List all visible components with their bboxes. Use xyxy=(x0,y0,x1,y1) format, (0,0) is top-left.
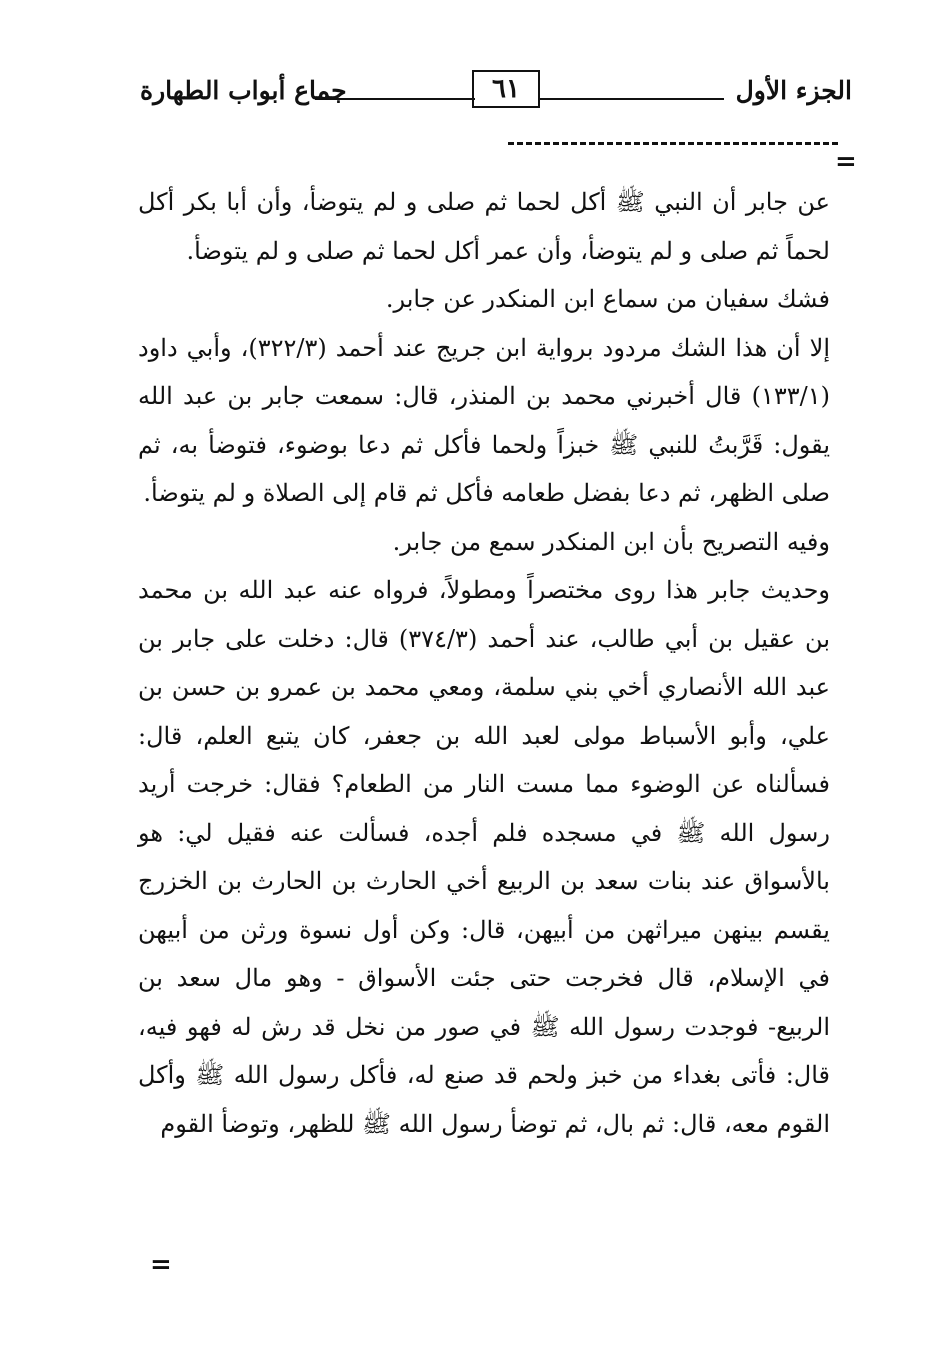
header-rule xyxy=(540,98,724,100)
dashed-divider xyxy=(508,142,838,145)
part-label: الجزء الأول xyxy=(735,76,852,105)
body-text xyxy=(138,178,830,1148)
running-header xyxy=(140,62,852,132)
paragraph: وحديث جابر هذا روى مختصراً ومطولاً، فرواه عنه عبد الله بن محمد بن عقيل بن أبي طالب، عند أحمد (٣٧٤/٣) قال: دخلت على جابر بن عبد الله الأنصاري أخي بني سلمة، ومعي محمد بن عمرو بن حسن بن علي، وأبو الأسباط مولى لعبد الله بن جعفر، كان يتبع العلم، قال: فسألناه عن الوضوء مما مست النار من الطعام؟ فقال: خرجت أريد رسول الله ﷺ في مسجده فلم أجده، فسألت عنه فقيل لي: هو بالأسواق عند بنات سعد بن الربيع أخي الحارث بن الحارث بن الخزرج يقسم بينهن ميراثهن من أبيهن، قال: وكن أول نسوة ورثن من أبيهن في الإسلام، قال فخرجت حتى جئت الأسواق - وهو مال سعد بن الربيع- فوجدت رسول الله ﷺ في صور من نخل قد رش له فهو فيه، قال: فأتى بغداء من خبز ولحم قد صنع له، فأكل رسول الله ﷺ وأكل القوم معه، قال: ثم بال، ثم توضأ رسول الله ﷺ للظهر، وتوضأ القوم xyxy=(138,576,831,1138)
continuation-mark-bottom: = xyxy=(150,1250,172,1280)
page-number: ٦١ xyxy=(472,70,540,108)
paragraph: عن جابر أن النبي ﷺ أكل لحما ثم صلى و لم يتوضأ، وأن أبا بكر أكل لحماً ثم صلى و لم يتوضأ، وأن عمر أكل لحما ثم صلى و لم يتوضأ. xyxy=(138,188,830,265)
continuation-mark-top: = xyxy=(835,147,857,177)
paragraph: فشك سفيان من سماع ابن المنكدر عن جابر. xyxy=(385,285,830,313)
section-title: جماع أبواب الطهارة xyxy=(140,76,347,105)
paragraph: وفيه التصريح بأن ابن المنكدر سمع من جابر. xyxy=(392,527,830,556)
paragraph: إلا أن هذا الشك مردود برواية ابن جريج عند أحمد (٣٢٢/٣)، وأبي داود (١٣٣/١) قال أخبرني محمد بن المنذر، قال: سمعت جابر بن عبد الله يقول: قَرَّبتُ للنبي ﷺ خبزاً ولحما فأكل ثم دعا بوضوء، فتوضأ به، ثم صلى الظهر، ثم دعا بفضل طعامه فأكل ثم قام إلى الصلاة و لم يتوضأ. xyxy=(138,333,830,507)
